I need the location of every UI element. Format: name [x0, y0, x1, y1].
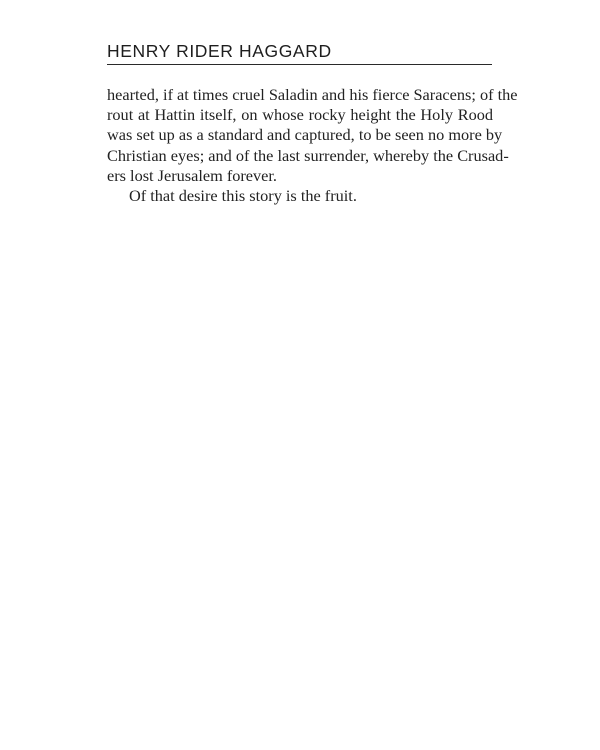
text-line: was set up as a standard and captured, to be seen no more by [107, 125, 503, 145]
running-head: HENRY RIDER HAGGARD [107, 41, 332, 61]
text-line: Christian eyes; and of the last surrender, whereby the Crusad- [107, 145, 509, 165]
text-line: ers lost Jerusalem forever. [107, 165, 277, 185]
body-text [107, 85, 518, 206]
text-line: hearted, if at times cruel Saladin and his fierce Saracens; of the [107, 85, 518, 104]
closing-paragraph: Of that desire this story is the fruit. [129, 185, 357, 205]
header-rule [107, 64, 492, 65]
text-line: rout at Hattin itself, on whose rocky height the Holy Rood [107, 105, 493, 125]
